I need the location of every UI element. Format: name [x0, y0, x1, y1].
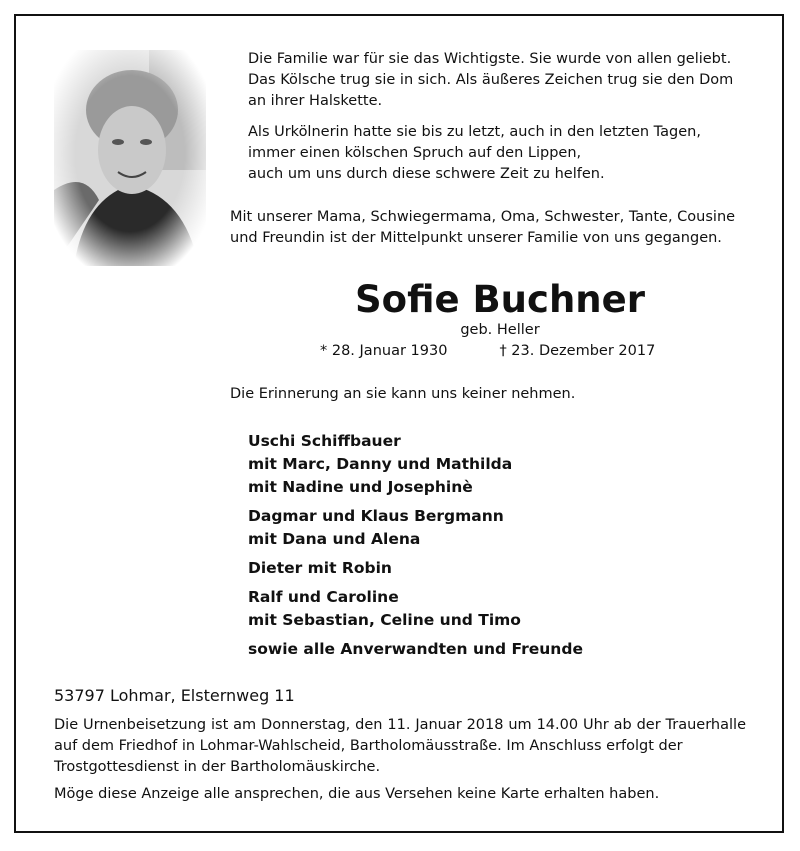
life-dates — [320, 343, 655, 359]
mourner-group — [248, 638, 583, 661]
mourner-line: mit Marc, Danny und Mathilda — [248, 455, 513, 473]
mourner-line: Dagmar und Klaus Bergmann — [248, 507, 504, 525]
intro-paragraph-1 — [248, 49, 768, 112]
death-date: † 23. Dezember 2017 — [499, 343, 656, 359]
mourners-list — [248, 430, 583, 667]
address: 53797 Lohmar, Elsternweg 11 — [54, 686, 295, 705]
mourner-group — [248, 586, 583, 632]
birth-date: * 28. Januar 1930 — [320, 343, 448, 359]
closing-note: Möge diese Anzeige alle ansprechen, die aus Versehen keine Karte erhalten haben. — [54, 786, 660, 802]
deceased-name: Sofie Buchner — [355, 278, 645, 321]
memory-line: Die Erinnerung an sie kann uns keiner nehmen. — [230, 386, 576, 402]
burial-info — [54, 715, 746, 778]
mourner-group — [248, 557, 583, 580]
portrait-photo — [54, 50, 206, 266]
burial-text: Die Urnenbeisetzung ist am Donnerstag, den 11. Januar 2018 um 14.00 Uhr ab der Trauerhalle auf dem Friedhof in Lohmar-Wahlscheid, Bartholomäusstraße. Im Anschluss erfolgt der — [54, 717, 746, 754]
mourner-line: Ralf und Caroline — [248, 588, 399, 606]
text-line: Das Kölsche trug sie in sich. Als äußeres Zeichen trug sie den Dom — [248, 72, 734, 88]
mourner-group — [248, 505, 583, 551]
text-line: Als Urkölnerin hatte sie bis zu letzt, auch in den letzten Tagen, — [248, 124, 701, 140]
mourner-line: mit Dana und Alena — [248, 530, 421, 548]
mourner-line: sowie alle Anverwandten und Freunde — [248, 640, 583, 658]
mourner-line: Uschi Schiffbauer — [248, 432, 401, 450]
mourner-line: mit Nadine und Josephinè — [248, 478, 473, 496]
mourner-group — [248, 430, 583, 499]
text-line: auch um uns durch diese schwere Zeit zu helfen. — [248, 166, 605, 182]
mourner-line: Dieter mit Robin — [248, 559, 392, 577]
intro-paragraph-2 — [248, 122, 768, 185]
text-line: Die Familie war für sie das Wichtigste. Sie wurde von allen geliebt. — [248, 51, 732, 67]
intro-text — [248, 49, 768, 195]
text-line: Mit unserer Mama, Schwiegermama, Oma, Schwester, Tante, Cousine — [230, 209, 736, 225]
text-line: immer einen kölschen Spruch auf den Lippen, — [248, 145, 582, 161]
farewell-text — [230, 207, 770, 249]
burial-text: Trostgottesdienst in der Bartholomäuskirche. — [54, 759, 381, 775]
mourner-line: mit Sebastian, Celine und Timo — [248, 611, 521, 629]
text-line: und Freundin ist der Mittelpunkt unserer Familie von uns gegangen. — [230, 230, 722, 246]
text-line: an ihrer Halskette. — [248, 93, 383, 109]
maiden-name: geb. Heller — [460, 322, 540, 338]
